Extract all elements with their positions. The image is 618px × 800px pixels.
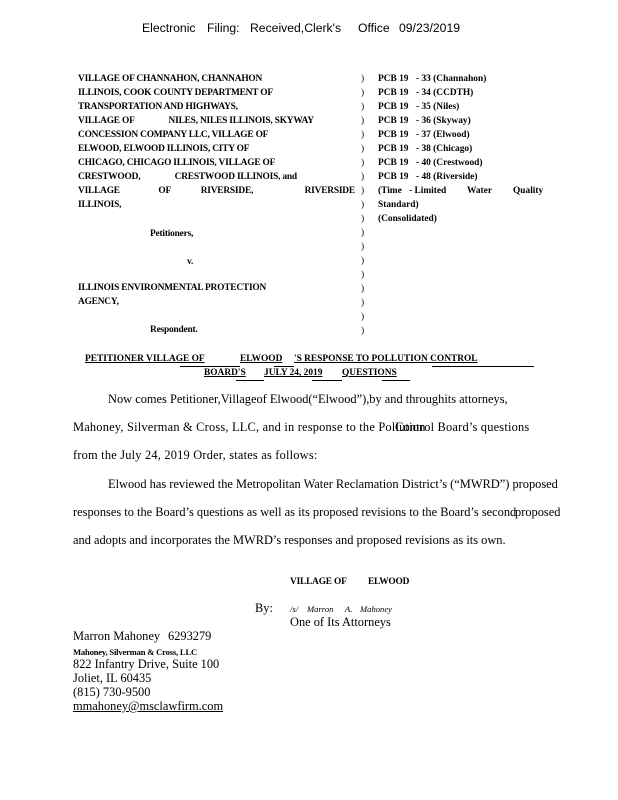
- caption-line: ELWOOD, ELWOOD ILLINOIS, CITY OF: [78, 144, 250, 154]
- email-link[interactable]: mmahoney@msclawfirm.com: [73, 699, 224, 713]
- header-office: Office: [358, 21, 390, 35]
- respondent-line: ILLINOIS ENVIRONMENTAL PROTECTION: [78, 283, 267, 293]
- title-part: 'S RESPONSE TO POLLUTION CONTROL: [294, 354, 478, 364]
- caption-line: VILLAGE OF NILES, NILES ILLINOIS, SKYWAY: [78, 116, 314, 126]
- paragraph-line: Now comes Petitioner,Villageof Elwood(“Elwood”),by and throughits attorneys,: [108, 392, 508, 406]
- village-name: ELWOOD: [368, 577, 410, 587]
- paren: ): [361, 116, 365, 126]
- signature-middle: A.: [345, 604, 353, 614]
- pcb-prefix: PCB 19: [378, 74, 409, 84]
- pcb-number: [378, 170, 477, 184]
- standard-line: Standard): [378, 200, 419, 210]
- paragraph-line: Mahoney, Silverman & Cross, LLC, and in response to the Pollution: [73, 420, 426, 434]
- firm-city: Joliet, IL 60435: [73, 671, 152, 685]
- paren: ): [361, 312, 365, 322]
- paren: ): [361, 256, 365, 266]
- caption-line: TRANSPORTATION AND HIGHWAYS,: [78, 102, 238, 112]
- title-underline: [312, 380, 342, 381]
- header-date: 09/23/2019: [399, 21, 460, 35]
- pcb-prefix: PCB 19: [378, 172, 409, 182]
- paragraph-line: Control Board’s questions: [395, 420, 530, 434]
- paren: ): [361, 130, 365, 140]
- title-part: PETITIONER VILLAGE OF: [85, 354, 205, 364]
- respondent-line: AGENCY,: [78, 297, 119, 307]
- consolidated-line: (Consolidated): [378, 214, 437, 224]
- paren: ): [361, 172, 365, 182]
- pcb-suffix: - 33 (Channahon): [416, 74, 487, 84]
- title-underline: [382, 380, 410, 381]
- pcb-number: [378, 128, 470, 142]
- paren: ): [361, 158, 365, 168]
- paren: ): [361, 144, 365, 154]
- pcb-prefix: PCB 19: [378, 130, 409, 140]
- time-limited-word: (Time: [378, 186, 402, 196]
- pcb-number: [378, 86, 473, 100]
- paragraph-line: and adopts and incorporates the MWRD’s responses and proposed revisions as its own.: [73, 533, 506, 547]
- caption-line: CRESTWOOD, CRESTWOOD ILLINOIS, and: [78, 172, 297, 182]
- pcb-number: [378, 114, 471, 128]
- caption-line: ILLINOIS,: [78, 200, 122, 210]
- pcb-suffix: - 48 (Riverside): [416, 172, 478, 182]
- pcb-prefix: PCB 19: [378, 144, 409, 154]
- pcb-suffix: - 35 (Niles): [416, 102, 460, 112]
- pcb-number: [378, 100, 459, 114]
- paren: ): [361, 298, 365, 308]
- paren: ): [361, 242, 365, 252]
- pcb-suffix: - 38 (Chicago): [416, 144, 473, 154]
- paren: ): [361, 186, 365, 196]
- title-part: JULY 24, 2019: [264, 368, 323, 378]
- paragraph-line: Elwood has reviewed the Metropolitan Water Reclamation District’s (“MWRD”) proposed: [108, 477, 558, 491]
- versus-label: v.: [187, 257, 194, 267]
- time-limited-word: Water: [467, 186, 492, 196]
- title-underline: [180, 366, 240, 367]
- header-electronic: Electronic: [142, 21, 196, 35]
- caption-line: CHICAGO, CHICAGO ILLINOIS, VILLAGE OF: [78, 158, 276, 168]
- pcb-prefix: PCB 19: [378, 158, 409, 168]
- paren: ): [361, 214, 365, 224]
- firm-phone: (815) 730-9500: [73, 685, 151, 699]
- pcb-suffix: - 37 (Elwood): [416, 130, 470, 140]
- paragraph-line: responses to the Board’s questions as well as its proposed revisions to the Board’s second: [73, 505, 517, 519]
- title-part: BOARD'S: [204, 368, 246, 378]
- paren: ): [361, 200, 365, 210]
- title-part: ELWOOD: [240, 354, 283, 364]
- title-part: QUESTIONS: [342, 368, 397, 378]
- signature-last: Mahoney: [360, 604, 392, 614]
- paren: ): [361, 326, 365, 336]
- caption-line: ILLINOIS, COOK COUNTY DEPARTMENT OF: [78, 88, 273, 98]
- time-limited-word: - Limited: [409, 186, 447, 196]
- header-received: Received,Clerk's: [250, 21, 342, 35]
- paren: ): [361, 88, 365, 98]
- time-limited-word: Quality: [513, 186, 544, 196]
- pcb-suffix: - 34 (CCDTH): [416, 88, 474, 98]
- paren: ): [361, 228, 365, 238]
- title-underline: [432, 366, 534, 367]
- paren: ): [361, 102, 365, 112]
- firm-street: 822 Infantry Drive, Suite 100: [73, 657, 220, 671]
- attorney-bar-number: 6293279: [168, 629, 212, 643]
- signer-role: One of Its Attorneys: [290, 615, 391, 629]
- petitioners-label: Petitioners,: [150, 229, 194, 239]
- attorney-name: Marron Mahoney: [73, 629, 161, 643]
- title-underline: [274, 366, 294, 367]
- pcb-suffix: - 40 (Crestwood): [416, 158, 483, 168]
- paragraph-line: proposed: [515, 505, 561, 519]
- pcb-prefix: PCB 19: [378, 116, 409, 126]
- title-underline: [236, 380, 264, 381]
- pcb-suffix: - 36 (Skyway): [416, 116, 471, 126]
- signature-first: Marron: [307, 604, 334, 614]
- caption-line: VILLAGE OF RIVERSIDE, RIVERSIDE: [78, 186, 355, 196]
- village-label: VILLAGE OF: [290, 577, 347, 587]
- header-filing: Filing:: [207, 21, 240, 35]
- pcb-number: [378, 156, 482, 170]
- pcb-prefix: PCB 19: [378, 88, 409, 98]
- signature-mark: /s/: [290, 604, 299, 614]
- pcb-prefix: PCB 19: [378, 102, 409, 112]
- by-label: By:: [255, 601, 273, 615]
- paren: ): [361, 284, 365, 294]
- pcb-number: [378, 142, 472, 156]
- caption-line: VILLAGE OF CHANNAHON, CHANNAHON: [78, 74, 263, 84]
- respondent-label: Respondent.: [150, 325, 198, 335]
- paragraph-line: from the July 24, 2019 Order, states as follows:: [73, 448, 318, 462]
- firm-name: Mahoney, Silverman & Cross, LLC: [73, 647, 197, 657]
- paren: ): [361, 270, 365, 280]
- caption-line: CONCESSION COMPANY LLC, VILLAGE OF: [78, 130, 269, 140]
- pcb-number: [378, 72, 486, 86]
- paren: ): [361, 74, 365, 84]
